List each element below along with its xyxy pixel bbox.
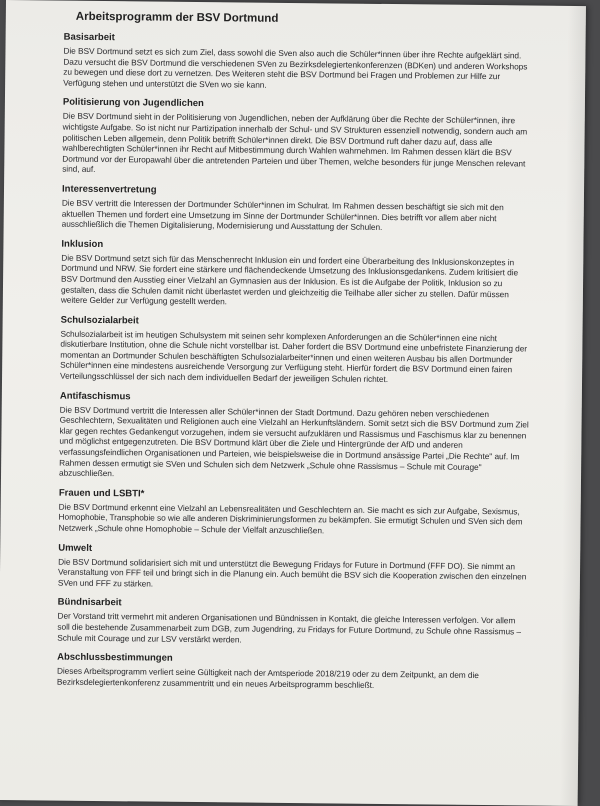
section-heading: Frauen und LSBTI* (58, 487, 145, 500)
section-frauen-lsbti (58, 487, 528, 538)
section-text: Die BSV vertritt die Interessen der Dortmunder Schüler*innen im Schulrat. Im Rahmen dessen beschäftigt sie sich mit den aktuellen Themen und fordert eine Umsetzung im Sinne der Dortmunder Schüler*innen. Dies betrifft vor allem aber nicht ausschließlich die Themen Digitalisierung, Modernisierung und Ausstattung der Schulen. (61, 197, 504, 233)
section-text: Die BSV Dortmund sieht in der Politisierung von Jugendlichen, neben der Aufklärung über die Rechte der Schüler*innen, ihre wichtigste Aufgabe. So ist nicht nur Partizipation innerhalb der Schul- und SV Strukturen essenziell notwendig, sondern auch am politischen Leben allgemein, denn Politik betrifft Schüler*innen direkt. Die BSV Dortmund ruft daher dazu auf, dass alle wahlberechtigten Schüler*innen ihr Recht auf Mitbestimmung durch Wahlen wahrnehmen. Im Rahmen dessen klärt die BSV Dortmund vor der Europawahl über die antretenden Parteien und über Themen, welche besonders für junge Menschen relevant sind, auf. (62, 110, 528, 175)
section-schulsozialarbeit (60, 314, 531, 386)
page-edge-shadow (560, 6, 586, 806)
section-buendnisarbeit (57, 597, 527, 648)
section-text: Die BSV Dortmund erkennt eine Vielzahl an Lebensrealitäten und Geschlechtern an. Sie macht es sich zur Aufgabe, Sexismus, Homophobie, Transphobie so wie alle anderen Diskriminierungsformen zu bekämpfen. Sie ermutigt Schulen und SVen sich dem Netzwerk „Schule ohne Homophobie – Schule der Vielfalt anzuschließen. (58, 501, 523, 536)
section-umwelt (58, 542, 528, 593)
section-text: Die BSV Dortmund setzt es sich zum Ziel, dass sowohl die Sven also auch die Schüler*innen über ihre Rechte aufgeklärt sind. Dazu versucht die BSV Dortmund die verschiedenen SVen zu Bezirksdelegiertenkonferenzen (BDKen) und anderen Workshops zu bewegen und diese dort zu vernetzen. Des Weiteren steht die BSV Dortmund bei Fragen und Problemen zur Hilfe zur Verfügung stehen und unterstützt die SVen wo sie kann. (63, 45, 528, 90)
section-text: Die BSV Dortmund vertritt die Interessen aller Schüler*innen der Stadt Dortmund. Dazu gehören neben verschiedenen Geschlechtern, Sexualitäten und Religionen auch eine Vielzahl an Herkunftsländern. Somit setzt sich die BSV Dortmund zum Ziel klar gegen rechtes Gedankengut vorzugehen, indem sie versucht aufzuklären und Rassismus und Faschismus klar zu benennen und möglichst entgegenzutreten. Die BSV Dortmund klärt über die Ziele und Hintergründe der AfD und anderen verfassungsfeindlichen Organisationen und Parteien, wie beispielsweise die in Dortmund ansässige Partei „Die Rechte" auf. Im Rahmen dessen ermutigt sie SVen und Schulen sich dem Netzwerk „Schule ohne Rassismus – Schule mit Courage" abzuschließen. (58, 404, 529, 479)
section-heading: Abschlussbestimmungen (57, 651, 173, 664)
document-body (57, 7, 534, 692)
document-title: Arbeitsprogramm der BSV Dortmund (75, 10, 279, 25)
section-heading: Interessenvertretung (61, 183, 157, 196)
section-abschlussbestimmungen (57, 652, 527, 692)
section-heading: Umwelt (58, 542, 93, 554)
section-basisarbeit (63, 32, 534, 93)
section-text: Die BSV Dortmund setzt sich für das Menschenrecht Inklusion ein und fordert eine Überarbeitung des Inklusionskonzeptes in Dortmund und NRW. Sie fordert eine stärkere und flächendeckende Umsetzung des Inklusionsgedankens. Zudem kritisiert die BSV Dortmund den Ausstieg einer Vielzahl an Gymnasien aus der Inklusion. Es ist die Aufgabe der Politik, Inklusion so zu gestalten, dass die Schulen damit nicht überlastet werden und gleichzeitig die Teilhabe aller sicher zu stellen. Dafür müssen weitere Gelder zur Verfügung gestellt werden. (60, 252, 519, 307)
section-antifaschismus (59, 390, 530, 483)
section-interessenvertretung (62, 184, 532, 235)
section-inklusion (61, 238, 532, 310)
section-heading: Schulsozialarbeit (60, 314, 139, 327)
section-heading: Basisarbeit (63, 31, 115, 44)
section-heading: Inklusion (61, 238, 104, 250)
section-text: Dieses Arbeitsprogramm verliert seine Gültigkeit nach der Amtsperiode 2018/219 oder zu dem Zeitpunkt, an dem die Bezirksdelegiertenkonferenz zusammentritt und ein neues Arbeitsprogramm beschließt. (56, 665, 479, 690)
section-heading: Politisierung von Jugendlichen (62, 96, 204, 110)
section-text: Der Vorstand tritt vermehrt mit anderen Organisationen und Bündnissen in Kontakt, die gleiche Interessen verfolgen. Vor allem soll die bestehende Zusammenarbeit zum DGB, zum Jugendring, zu Fridays for Future Dortmund, zu Schule ohne Rassismus – Schule mit Courage und zur LSV verstärkt werden. (57, 610, 522, 645)
section-text: Schulsozialarbeit ist im heutigen Schulsystem mit seinen sehr komplexen Anforderungen an die Schüler*innen eine nicht diskutierbare Institution, ohne die Schule nicht vorstellbar ist. Daher fordert die BSV Dortmund eine unbefristete Finanzierung der momentan an Dortmunder Schulen beschäftigten Schulsozialarbeiter*innen und einen weiteren Ausbau bis allen Dortmunder Schüler*innen eine mindestens ausreichende Versorgung zur Verfügung steht. Hierfür fordert die BSV Dortmund einen fairen Verteilungsschlüssel der sich nach dem individuellen Bedarf der jeweiligen Schulen richtet. (60, 328, 528, 385)
section-heading: Antifaschismus (59, 390, 131, 402)
section-text: Die BSV Dortmund solidarisiert sich mit und unterstützt die Bewegung Fridays for Future in Dortmund (FFF DO). Sie nimmt an Veranstaltung von FFF teil und bringt sich in die Planung ein. Auch bemüht die BSV sich die Kooperation zwischen den einzelnen SVen und FFF zu stärken. (57, 556, 527, 589)
section-politisierung (62, 97, 533, 179)
section-heading: Bündnisarbeit (57, 596, 122, 609)
